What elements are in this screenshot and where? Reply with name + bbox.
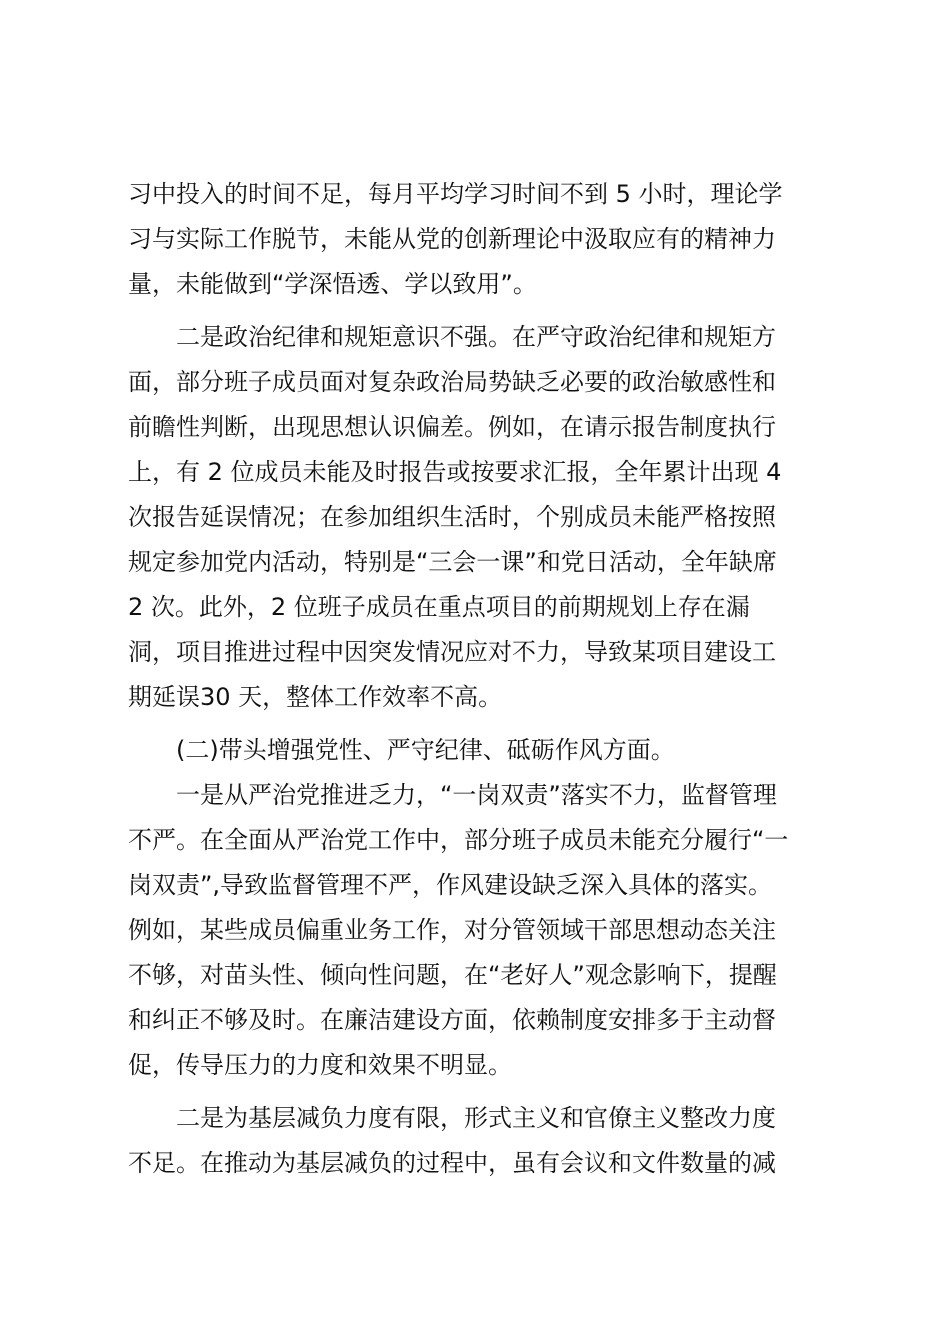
text-line: 不够，对苗头性、倾向性问题，在“老好人”观念影响下，提醒 bbox=[128, 961, 777, 989]
text-line: 二是为基层减负力度有限，形式主义和官僚主义整改力度 bbox=[128, 1104, 776, 1132]
section-heading: (二)带头增强党性、严守纪律、砥砺作风方面。 bbox=[128, 736, 675, 764]
text-line: 规定参加党内活动，特别是“三会一课”和党日活动，全年缺席 bbox=[128, 548, 777, 576]
text-line: 不严。在全面从严治党工作中，部分班子成员未能充分履行“一 bbox=[128, 826, 789, 854]
text-line: 岗双责”,导致监督管理不严，作风建设缺乏深入具体的落实。 bbox=[128, 871, 773, 899]
text-line: 前瞻性判断，出现思想认识偏差。例如，在请示报告制度执行 bbox=[128, 413, 776, 441]
text-line: 上，有 2 位成员未能及时报告或按要求汇报，全年累计出现 4 bbox=[128, 458, 782, 486]
text-line: 2 次。此外，2 位班子成员在重点项目的前期规划上存在漏 bbox=[128, 593, 750, 621]
text-line: 次报告延误情况；在参加组织生活时，个别成员未能严格按照 bbox=[128, 503, 776, 531]
paragraph-gap bbox=[128, 720, 828, 728]
paragraph-gap bbox=[128, 307, 828, 315]
text-line: 例如，某些成员偏重业务工作，对分管领域干部思想动态关注 bbox=[128, 916, 776, 944]
body-text bbox=[128, 172, 828, 1186]
text-line: 习中投入的时间不足，每月平均学习时间不到 5 小时，理论学 bbox=[128, 180, 783, 208]
text-line: 不足。在推动为基层减负的过程中，虽有会议和文件数量的减 bbox=[128, 1149, 776, 1177]
text-line: 量，未能做到“学深悟透、学以致用”。 bbox=[128, 270, 537, 298]
text-line: 洞，项目推进过程中因突发情况应对不力，导致某项目建设工 bbox=[128, 638, 776, 666]
text-line: 期延误30 天，整体工作效率不高。 bbox=[128, 683, 503, 711]
text-line: 和纠正不够及时。在廉洁建设方面，依赖制度安排多于主动督 bbox=[128, 1006, 776, 1034]
paragraph-gap bbox=[128, 1088, 828, 1096]
text-line: 促，传导压力的力度和效果不明显。 bbox=[128, 1051, 512, 1079]
text-line: 一是从严治党推进乏力，“一岗双责”落实不力，监督管理 bbox=[128, 781, 777, 809]
text-line: 面，部分班子成员面对复杂政治局势缺乏必要的政治敏感性和 bbox=[128, 368, 776, 396]
text-line: 习与实际工作脱节，未能从党的创新理论中汲取应有的精神力 bbox=[128, 225, 776, 253]
text-line: 二是政治纪律和规矩意识不强。在严守政治纪律和规矩方 bbox=[128, 323, 776, 351]
